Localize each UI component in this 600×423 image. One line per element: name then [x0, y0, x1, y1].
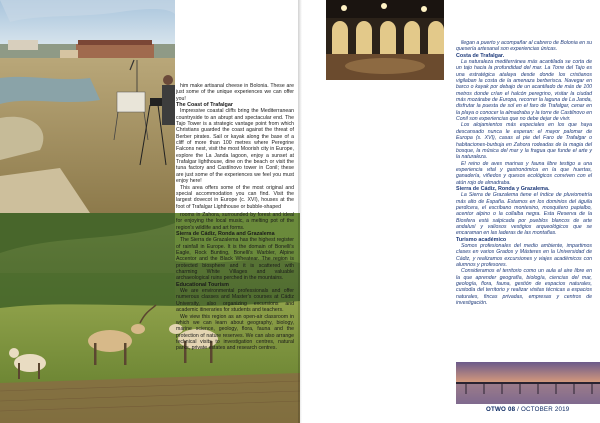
section-heading: Sierra de Cádiz, Ronda and Grazalema	[176, 231, 275, 238]
article-column-es	[456, 40, 592, 306]
arena-arches-photo	[326, 0, 444, 80]
arena-arches-illustration	[326, 0, 444, 80]
paragraph: Impressive coastal cliffs bring the Mediterranean countryside to an abrupt and spectacular end. The Tajo Tower is a strategic vantage point from which Christians guarded the coast against the threat of Berber pirates. Sail or kayak along the base of a cliff of more than 100 metres where Peregrine Falcons nest, visit the most Moorish city in Europe, explore the La Janda lagoon, enjoy a sunset at Trafalgar lighthouse, dine on the beach or visit the tuna factory and Castilnovo tower in Conil; these are just some of the experiences we feel you must enjoy here!	[176, 108, 294, 185]
paragraph: Los alojamientos más especiales en los que haya descansado nunca le esperan: el mayor palomar de Europa (s. XVI), casas al pie del Faro de Trafalgar o habitaciones-burbuja en Zahora rodeadas de la magia del bosque, la música del mar y la fragua que funde el arte y la naturaleza.	[456, 122, 592, 161]
coastal-group-illustration	[0, 0, 175, 213]
page-gutter	[298, 0, 302, 423]
article-column-en-a	[176, 83, 294, 210]
paragraph: llegan a puerto y acompañar al cabrero de Bolonia en su quesería artesanal son experiencias únicas.	[456, 40, 592, 53]
paragraph: We are environmental professionals and offer numerous classes and Master's courses at Cádiz University, also organizing excursions and academic itineraries for students and teachers.	[176, 288, 294, 314]
section-heading: Educational Tourism	[176, 281, 229, 288]
paragraph: Consideramos el territorio como un aula al aire libre en la que aprender geografía, biología, ciencias del mar, geología, flora, fauna, gestión de espacios naturales, custodia del territorio y realizar visitas técnicas a espacios naturales, fincas privadas, empresas y centros de investigación.	[456, 268, 592, 307]
paragraph: him make artisanal cheese in Bolonia. These are just some of the unique experiences we can offer you!	[176, 83, 294, 102]
magazine-brand: OTWO 08	[486, 406, 516, 413]
paragraph: This area offers some of the most original and special accommodation you can find. Visit the largest dovecot in Europe (c. XVI), houses at the foot of Trafalgar Lighthouse or bubble-shaped	[176, 184, 294, 210]
section-heading: The Coast of Trafalgar	[176, 102, 233, 109]
coastal-group-photo	[0, 0, 175, 213]
pier-sunset-photo	[456, 362, 600, 404]
issue-date: OCTOBER 2019	[521, 406, 570, 413]
paragraph: The Sierra de Grazalema has the highest register of rainfall in Europe. It is the domain of Bonelli's Eagle, Rock Bunting, Bonelli's Warbler, Alpine Accentor and the Black Wheatear. The region is protected biosphere and it is scattered with charming White Villages and valuable archaeological ruins perched in the mountains.	[176, 237, 294, 282]
paragraph: We view this region as an open-air classroom in which we can learn about geography, biology, marine science, geology, flora, fauna and the protection of nature reserves. We can also arrange technical visits to investigation centres, natural parks, private estates and research centres.	[176, 313, 294, 352]
paragraph: Somos profesionales del medio ambiente, impartimos clases en varios Grados y Másteres en la Universidad de Cádiz, y realizamos excursiones y viajes académicos con alumnos y profesores.	[456, 243, 592, 269]
paragraph: El reino de aves marinas y fauna libre testigo a una experiencia vital y gastronómica en la que huertas, ganadería, viñedos y quesos ecológicos conviven con el atún rojo de almadraba.	[456, 160, 592, 186]
section-heading: Costa de Trafalgar.	[456, 52, 505, 59]
article-column-en-b	[176, 212, 294, 352]
paragraph: La naturaleza mediterránea más acantilada se corta de un tajo hacia la profundidad del mar. La Torre del Tajo es una estratégica atalaya desde donde los cristianos vigilaban la costa de la amenaza berberisca. Navegar en barco o kayak por debajo de un acantilado de más de 100 metros donde crían el halcón peregrino, visitar la ciudad más mozárabe de Europa, recorrer la laguna de La Janda, disfrutar la puesta de sol en el faro de Trafalgar, cenar en la playa o conocer la almadraba y la torre de Castilnovo en Conil son experiencias que no debe dejar de vivir.	[456, 59, 592, 123]
page-footer	[486, 406, 569, 413]
section-heading: Sierra de Cádiz, Ronda y Grazalema.	[456, 185, 550, 192]
footer-separator: /	[515, 406, 522, 413]
paragraph: La Sierra de Grazalema tiene el índice de pluviometría más alto de España. Estamos en los dominios del águila perdicera, el escribano montesino, mosquitero papialbo, acentor alpino o la collalba negra. Esta Reserva de la Biosfera está salpicada por pueblos blancos de arte andalusí y valiosos vestigios arqueológicos que se encaraman en las laderas de las montañas.	[456, 192, 592, 237]
paragraph: rooms in Zahora, surrounded by forest and ideal for enjoying the local music, a melting pot of the region's wildlife and art forms.	[176, 212, 294, 231]
pier-sunset-illustration	[456, 362, 600, 404]
section-heading: Turismo académico	[456, 236, 507, 243]
